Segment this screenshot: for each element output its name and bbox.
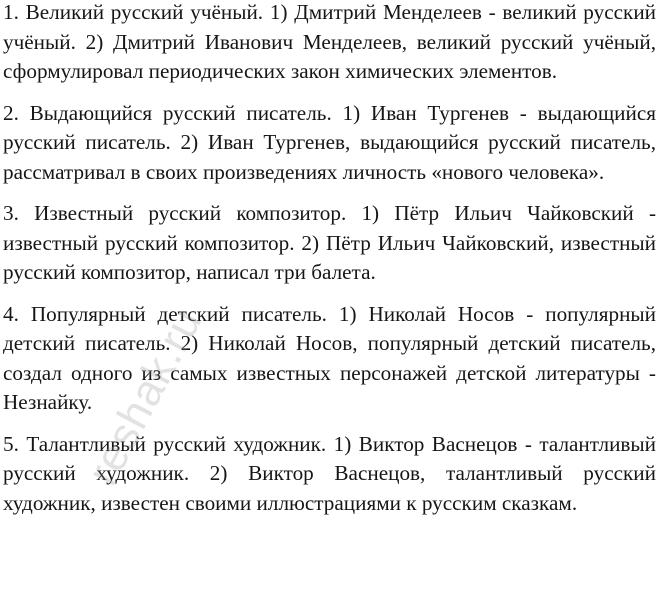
document-body [3,0,656,530]
paragraph-3: 3. Известный русский композитор. 1) Пётр Ильич Чайковский - известный русский композитор. 2) Пётр Ильич Чайковский, известный русский композитор, написал три балета. [3,201,656,284]
paragraph-2: 2. Выдающийся русский писатель. 1) Иван Тургенев - выдающийся русский писатель. 2) Иван Тургенев, выдающийся русский писатель, рассматривал в своих произведениях личность «нового человека». [3,100,656,184]
watermark: reshak.ru [78,300,212,494]
paragraph-1: 1. Великий русский учёный. 1) Дмитрий Менделеев - великий русский учёный. 2) Дмитрий Иванович Менделеев, великий русский учёный, сформулировал периодических закон химических элементов. [3,0,656,83]
paragraph-4: 4. Популярный детский писатель. 1) Николай Носов - популярный детский писатель. 2) Николай Носов, популярный детский писатель, создал одного из самых известных персонажей детской литературы - Незнайку. [3,301,656,414]
paragraph-5: 5. Талантливый русский художник. 1) Виктор Васнецов - талантливый русский художник. 2) Виктор Васнецов, талантливый русский художник, известен своими иллюстрациями к русским сказкам. [3,431,656,515]
